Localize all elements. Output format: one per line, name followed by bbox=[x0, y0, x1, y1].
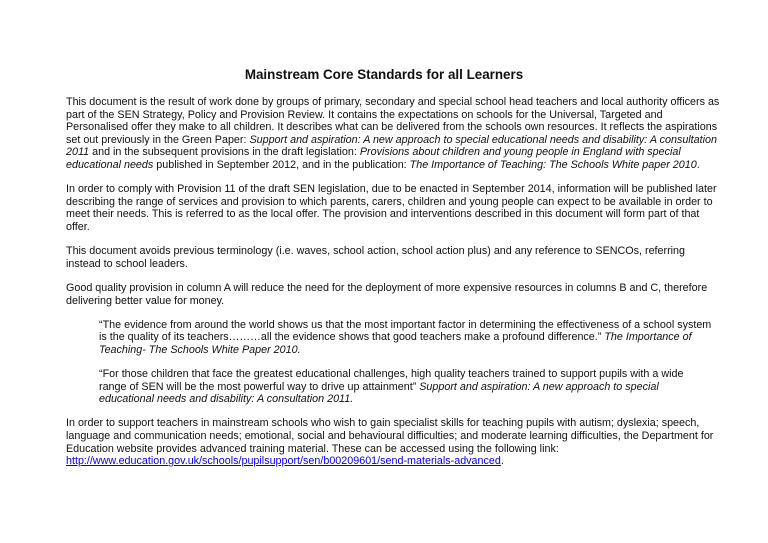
citation-text: The Importance of Teaching- The Schools White Paper 2010. bbox=[99, 331, 692, 356]
paragraph-text: In order to support teachers in mainstream schools who wish to gain specialist skills for teaching pupils with autism; dyslexia; speech, language and communication needs; emotional, social and behavioural difficulties; and moderate learning difficulties, the Department for Education website provides advanced training material. These can be accessed using the following link: bbox=[66, 417, 714, 455]
paragraph bbox=[66, 245, 720, 270]
citation-text: The Importance of Teaching: The Schools White paper 2010 bbox=[409, 158, 697, 171]
paragraph bbox=[66, 96, 720, 172]
paragraph-text: . bbox=[696, 158, 700, 171]
paragraph bbox=[66, 183, 720, 233]
training-materials-link[interactable]: http://www.education.gov.uk/schools/pupilsupport/sen/b00209601/send-materials-advanced bbox=[66, 455, 501, 468]
paragraph-text: . bbox=[500, 455, 504, 468]
document-title: Mainstream Core Standards for all Learners bbox=[244, 67, 524, 82]
paragraph-text: In order to comply with Provision 11 of the draft SEN legislation, due to be enacted in September 2014, information will be published later describing the range of services and provision to which parents, carers, children and young people can expect to be available in order to meet their needs. This is referred to as the local offer. The provision and interventions described in this document will form part of that offer. bbox=[66, 183, 717, 233]
citation-text: Provisions about children and young people in England with special educational needs bbox=[66, 146, 681, 171]
paragraph-text: “The evidence from around the world shows us that the most important factor in determining the effectiveness of a school system is the quality of its teachers………all the evidence shows that good teachers make a profound difference.” bbox=[99, 318, 712, 344]
paragraph-text: published in September 2012, and in the publication: bbox=[153, 158, 410, 171]
block-quote bbox=[99, 319, 712, 357]
paragraph-text: This document is the result of work done by groups of primary, secondary and special school head teachers and local authority officers as part of the SEN Strategy, Policy and Provision Review. It contains the expectations on schools for the Universal, Targeted and Personalised offer they make to all children. It describes what can be delivered from the schools own resources. It reflects the aspirations set out previously in the Green Paper: bbox=[66, 96, 720, 146]
block-quote bbox=[99, 368, 712, 406]
document-body bbox=[66, 96, 720, 479]
paragraph bbox=[66, 417, 720, 467]
paragraph-text: and in the subsequent provisions in the draft legislation: bbox=[89, 146, 360, 159]
citation-text: Support and aspiration: A new approach to special educational needs and disability: A consultation 2011 bbox=[66, 133, 717, 159]
paragraph-text: Good quality provision in column A will reduce the need for the deployment of more expensive resources in columns B and C, therefore delivering better value for money. bbox=[66, 281, 708, 307]
paragraph bbox=[66, 282, 720, 307]
paragraph-text: This document avoids previous terminology (i.e. waves, school action, school action plus) and any reference to SENCOs, referring instead to school leaders. bbox=[66, 245, 686, 270]
paragraph-text: “For those children that face the greatest educational challenges, high quality teachers trained to support pupils with a wide range of SEN will be the most powerful way to drive up attainment” bbox=[99, 368, 684, 393]
citation-text: Support and aspiration: A new approach to special educational needs and disability: A consultation 2011. bbox=[99, 380, 659, 406]
